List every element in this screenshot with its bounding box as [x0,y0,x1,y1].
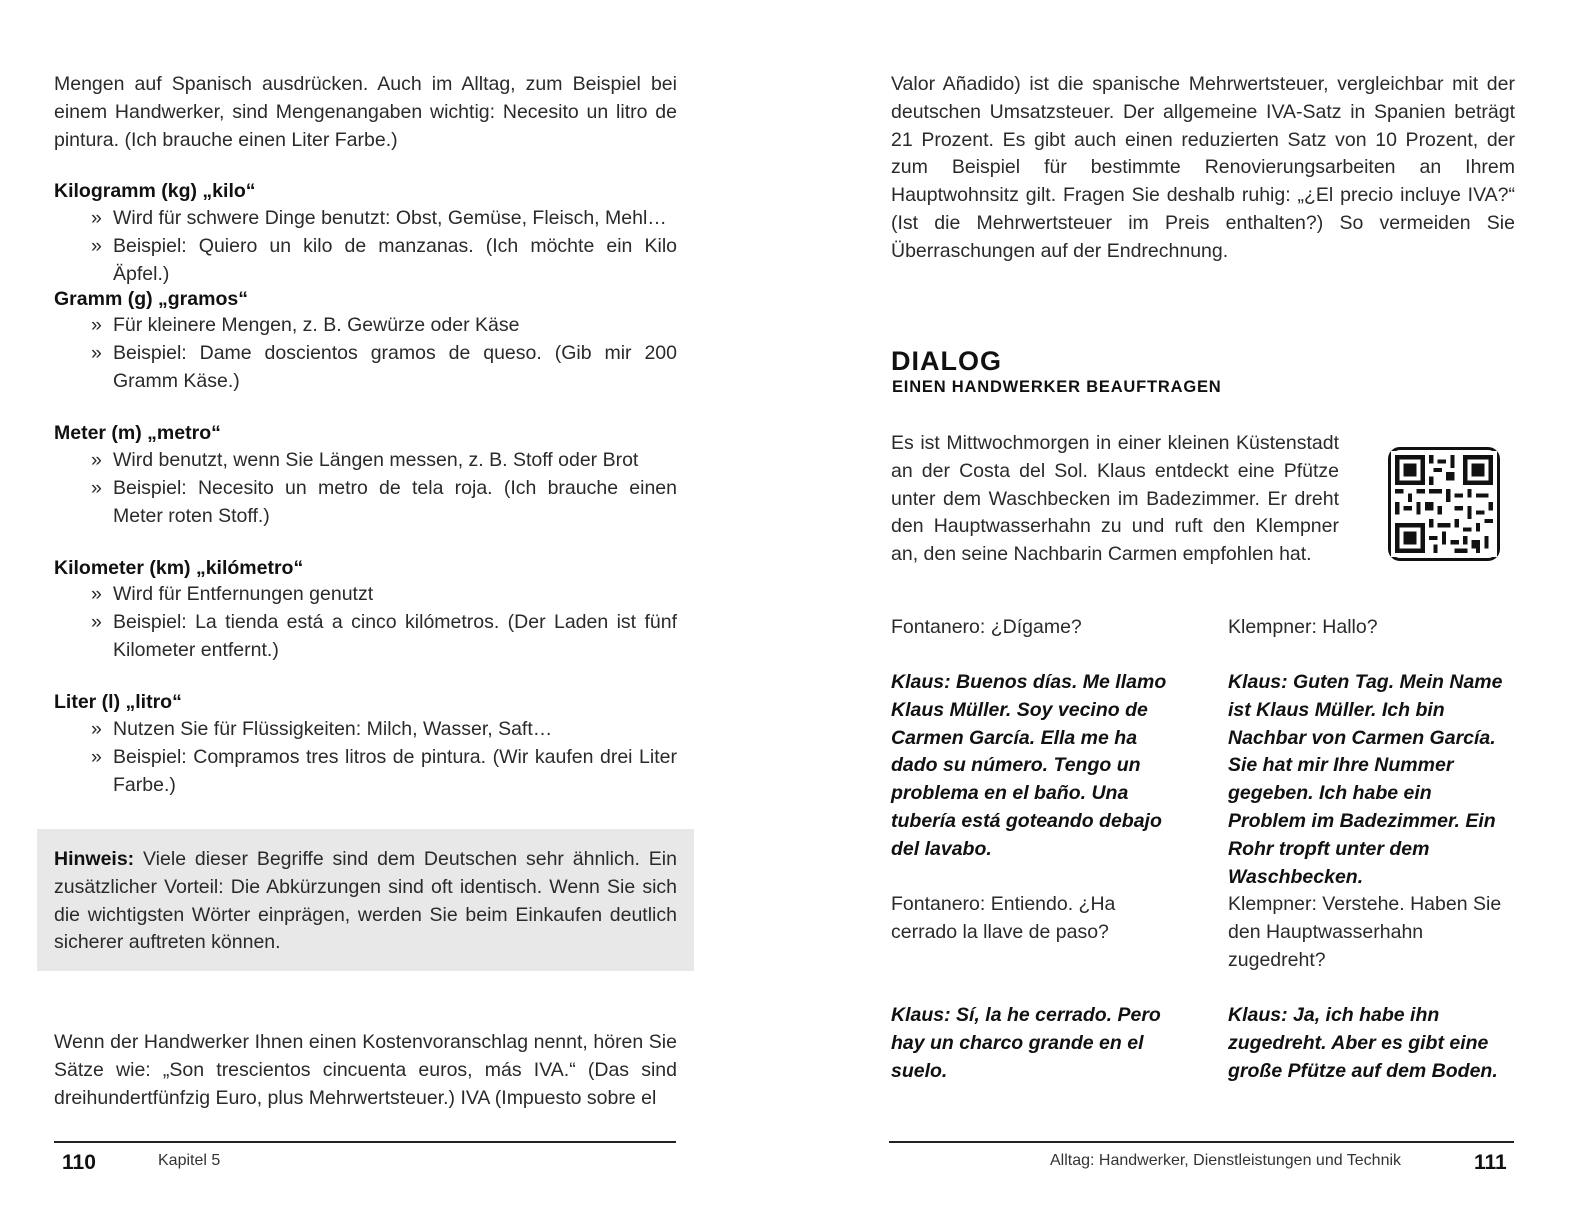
unit-heading-kilometer: Kilometer (km) „kilómetro“ [54,557,304,579]
dialog-line-es: Fontanero: ¿Dígame? [891,616,1082,638]
unit-heading-gramm: Gramm (g) „gramos“ [54,288,248,310]
dialog-subtitle: EINEN HANDWERKER BEAUFTRAGEN [892,378,1222,396]
hint-text [54,846,677,957]
hint-label: Hinweis: [54,848,135,870]
bullet-mark: » [91,234,102,257]
footer-chapter: Alltag: Handwerker, Dienstleistungen und Technik [1050,1152,1402,1169]
bullet-mark: » [91,449,102,471]
unit-bullets-meter [54,447,677,530]
bullet-item: » Wird für Entfernungen genutzt [54,581,677,609]
hint-box [37,829,694,971]
bullet-item: » Für kleinere Mengen, z. B. Gewürze oder Käse [54,312,677,340]
qr-code-icon [1388,447,1500,561]
footer-rule [889,1141,1514,1143]
dialog-line-de: Klaus: Guten Tag. Mein Name ist Klaus Müller. Ich bin Nachbar von Carmen García. Sie hat mir Ihre Nummer gegeben. Ich habe ein Problem im Badezimmer. Ein Rohr tropft unter dem Waschbecken. [1228,671,1503,888]
bullet-item: » Beispiel: Compramos tres litros de pintura. (Wir kaufen drei Liter Farbe.) [91,745,677,796]
bullet-mark: » [91,476,102,499]
page-number: 110 [62,1151,96,1174]
footer-rule [54,1141,676,1143]
footer-chapter: Kapitel 5 [158,1152,221,1169]
bullet-item: » Beispiel: La tienda está a cinco kilómetros. (Der Laden ist fünf Kilometer entfernt.) [91,610,677,661]
dialog-title: DIALOG [891,346,1002,376]
iva-paragraph: Valor Añadido) ist die spanische Mehrwertsteuer, vergleichbar mit der deutschen Umsatzsteuer. Der allgemeine IVA-Satz in Spanien beträgt 21 Prozent. Es gibt auch einen reduzierten Satz von 10 Prozent, der zum Beispiel für bestimmte Renovierungsarbeiten an Ihrem Hauptwohnsitz gilt. Fragen Sie deshalb ruhig: „¿El precio incluye IVA?“ (Ist die Mehrwertsteuer im Preis enthalten?) So vermeiden Sie Überraschungen auf der Endrechnung. [891,73,1515,262]
bullet-item: » Wird für schwere Dinge benutzt: Obst, Gemüse, Fleisch, Mehl… [54,205,677,233]
dialog-line-es: Klaus: Sí, la he cerrado. Pero hay un charco grande en el suelo. [891,1004,1161,1082]
page-number: 111 [1474,1151,1507,1174]
bullet-item: » Nutzen Sie für Flüssigkeiten: Milch, Wasser, Saft… [54,716,677,744]
closing-paragraph: Wenn der Handwerker Ihnen einen Kostenvoranschlag nennt, hören Sie Sätze wie: „Son trescientos cincuenta euros, más IVA.“ (Das sind dreihundertfünfzig Euro, plus Mehrwertsteuer.) IVA (Impuesto sobre el [54,1031,677,1109]
unit-bullets-liter [54,716,677,799]
bullet-mark: » [91,207,102,229]
dialog-line-de: Klempner: Verstehe. Haben Sie den Hauptwasserhahn zugedreht? [1228,893,1502,971]
dialog-line-de: Klempner: Hallo? [1228,616,1378,638]
bullet-mark: » [91,314,102,336]
dialog-line-es: Fontanero: Entiendo. ¿Ha cerrado la llave de paso? [891,893,1116,943]
scene-description: Es ist Mittwochmorgen in einer kleinen Küstenstadt an der Costa del Sol. Klaus entdeckt eine Pfütze unter dem Waschbecken im Badezimmer. Er dreht den Hauptwasserhahn zu und ruft den Klempner an, den seine Nachbarin Carmen empfohlen hat. [891,432,1339,566]
unit-bullets-kilometer [54,581,677,664]
unit-bullets-kilogramm [54,205,677,288]
bullet-mark: » [91,745,102,768]
dialog-line-es: Klaus: Buenos días. Me llamo Klaus Müller. Soy vecino de Carmen García. Ella me ha dado su número. Tengo un problema en el baño. Una tubería está goteando debajo del lavabo. [891,671,1167,860]
bullet-item: » Beispiel: Quiero un kilo de manzanas. (Ich möchte ein Kilo Äpfel.) [91,234,677,285]
unit-heading-kilogramm: Kilogramm (kg) „kilo“ [54,180,256,202]
bullet-item: » Beispiel: Necesito un metro de tela roja. (Ich brauche einen Meter roten Stoff.) [91,476,677,527]
bullet-mark: » [91,583,102,605]
unit-heading-meter: Meter (m) „metro“ [54,422,221,444]
bullet-mark: » [91,610,102,633]
unit-bullets-gramm [54,312,677,395]
bullet-mark: » [91,718,102,740]
intro-paragraph: Mengen auf Spanisch ausdrücken. Auch im Alltag, zum Beispiel bei einem Handwerker, sind Mengenangaben wichtig: Necesito un litro de pintura. (Ich brauche einen Liter Farbe.) [54,73,677,151]
bullet-item: » Wird benutzt, wenn Sie Längen messen, z. B. Stoff oder Brot [54,447,677,475]
unit-heading-liter: Liter (l) „litro“ [54,691,182,713]
hint-body: Viele dieser Begriffe sind dem Deutschen sehr ähnlich. Ein zusätzlicher Vorteil: Die Abkürzungen sind oft identisch. Wenn Sie sich die wichtigsten Wörter einprägen, werden Sie beim Einkaufen deutlich sicherer auftreten können. [54,848,677,954]
bullet-mark: » [91,341,102,364]
dialog-line-de: Klaus: Ja, ich habe ihn zugedreht. Aber es gibt eine große Pfütze auf dem Boden. [1228,1004,1498,1082]
bullet-item: » Beispiel: Dame doscientos gramos de queso. (Gib mir 200 Gramm Käse.) [91,341,677,392]
